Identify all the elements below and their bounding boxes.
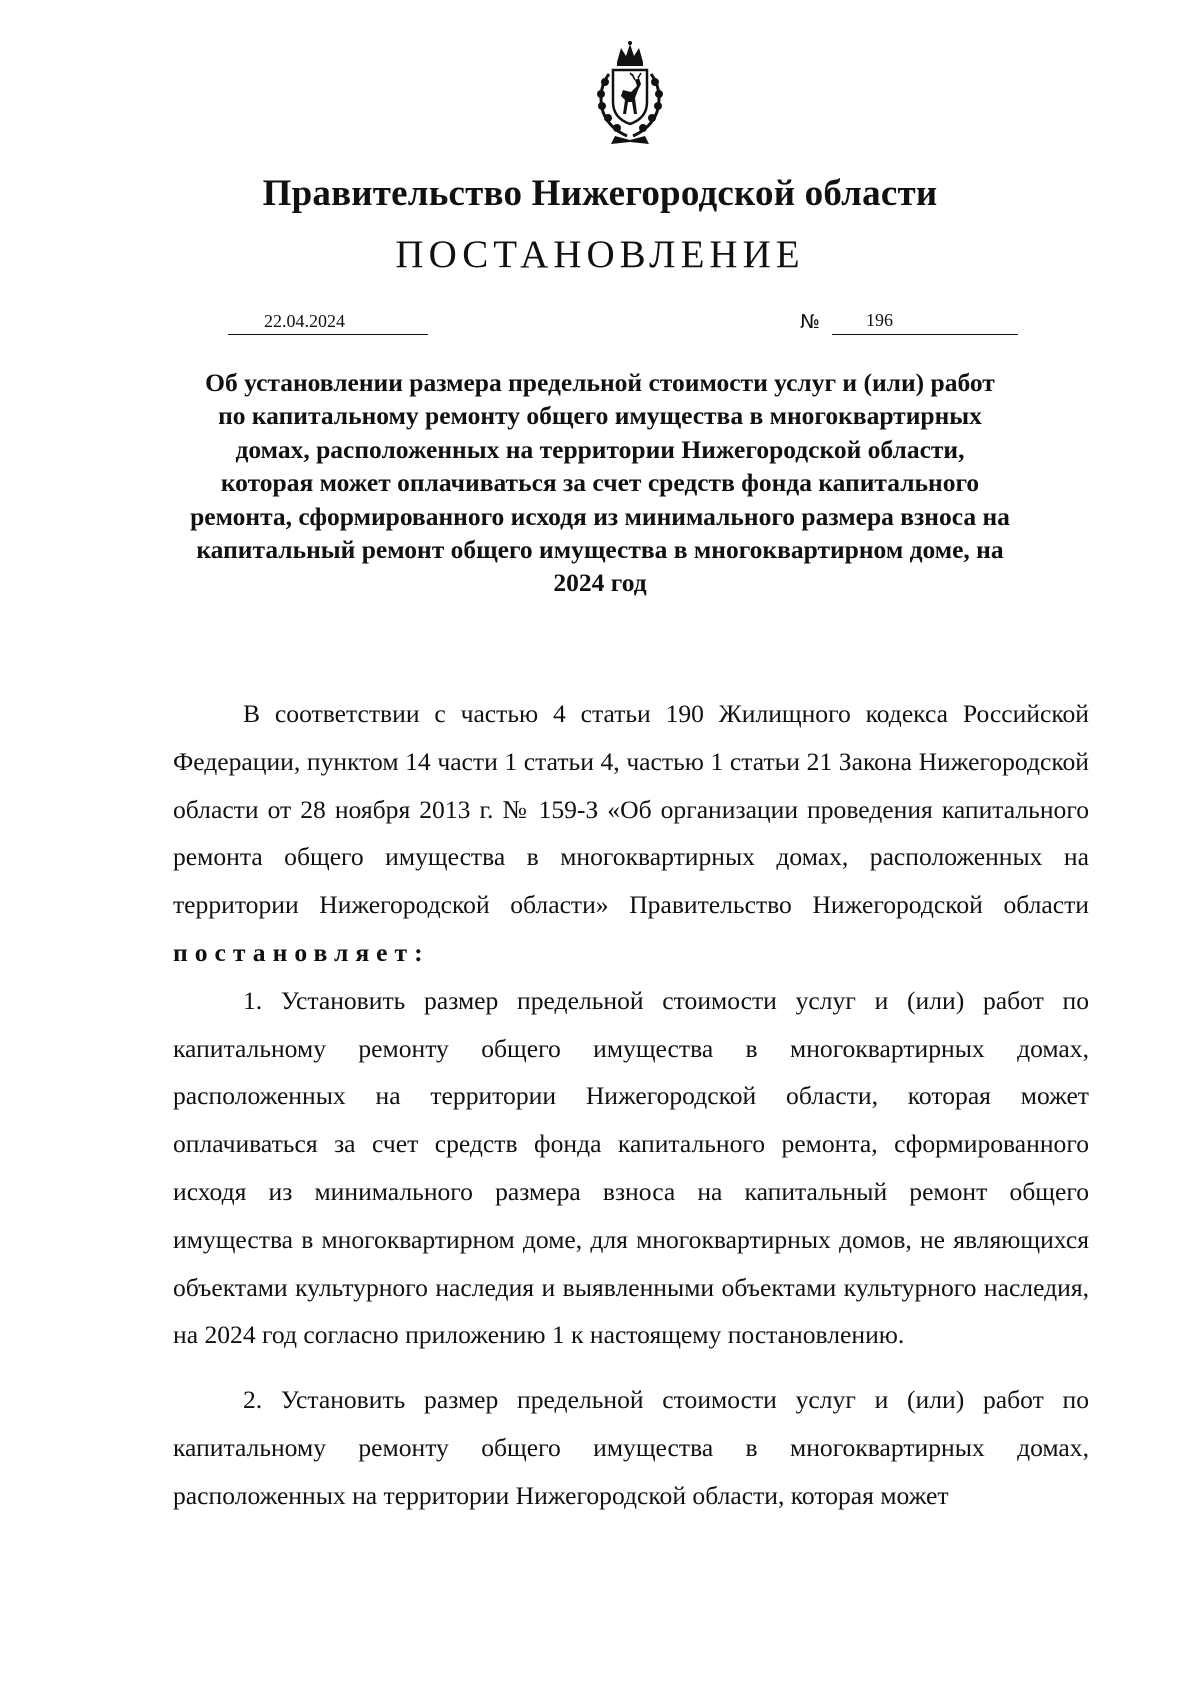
- number-field: [832, 306, 1018, 335]
- government-title: Правительство Нижегородской области: [262, 173, 938, 214]
- coat-of-arms-icon: [575, 40, 685, 150]
- document-subject: Об установлении размера предельной стоимости услуг и (или) работ по капитальному ремонту общего имущества в многоквартирных домах, расположенных на территории Нижегородской области, которая может оплачиваться за счет средств фонда капитального ремонта, сформированного исходя из минимального размера взноса на капитальный ремонт общего имущества в многоквартирном доме, на 2024 год: [190, 368, 1010, 598]
- resolves-word: постановляет:: [173, 937, 430, 967]
- document-date: 22.04.2024: [264, 311, 345, 331]
- item-1-paragraph: 1. Установить размер предельной стоимости услуг и (или) работ по капитальному ремонту общего имущества в многоквартирных домах, расположенных на территории Нижегородской области, которая может оплачиваться за счет средств фонда капитального ремонта, сформированного исходя из минимального размера взноса на капитальный ремонт общего имущества в многоквартирном доме, для многоквартирных домов, не являющихся объектами культурного наследия и выявленными объектами культурного наследия, на 2024 год согласно приложению 1 к настоящему постановлению.: [173, 985, 1089, 1350]
- number-sign: №: [800, 311, 820, 333]
- item-2-paragraph: 2. Установить размер предельной стоимости услуг и (или) работ по капитальному ремонту общего имущества в многоквартирных домах, расположенных на территории Нижегородской области, которая может: [173, 1385, 1089, 1510]
- preamble-paragraph: [173, 690, 1089, 977]
- preamble-text: В соответствии с частью 4 статьи 190 Жилищного кодекса Российской Федерации, пунктом 14 части 1 статьи 4, частью 1 статьи 21 Закона Нижегородской области от 28 ноября 2013 г. № 159-З «Об организации проведения капитального ремонта общего имущества в многоквартирных домах, расположенных на территории Нижегородской области» Правительство Нижегородской области: [173, 699, 1089, 920]
- document-number: 196: [866, 310, 893, 330]
- document-body: [173, 690, 1089, 1520]
- date-field: [228, 306, 428, 335]
- document-type: ПОСТАНОВЛЕНИЕ: [395, 233, 805, 276]
